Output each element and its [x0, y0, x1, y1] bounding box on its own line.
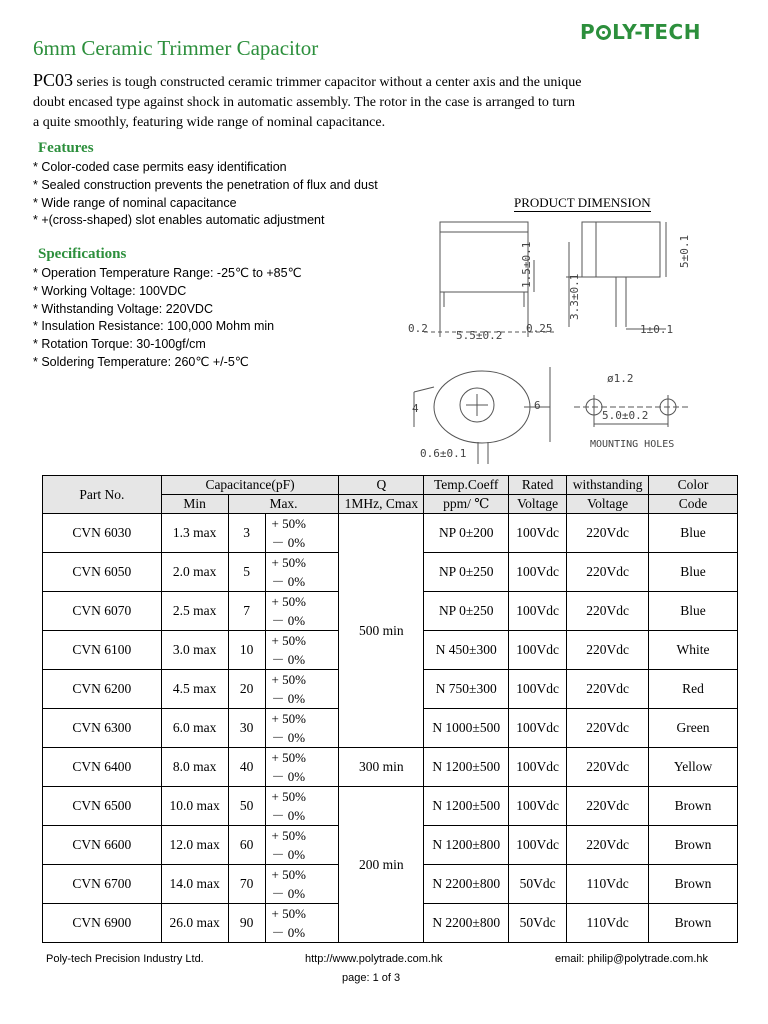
- cell-color-code: Brown: [649, 865, 738, 904]
- cell-tolerance: [265, 826, 339, 865]
- tolerance-minus: － 0%: [271, 535, 306, 550]
- tolerance-minus: － 0%: [271, 730, 306, 745]
- cell-temp-coeff: N 1000±500: [424, 709, 509, 748]
- dim-label: ø1.2: [607, 372, 634, 385]
- cell-part-no: CVN 6900: [43, 904, 162, 943]
- spec-item: * Withstanding Voltage: 220VDC: [33, 301, 213, 316]
- feature-item: * Color-coded case permits easy identification: [33, 160, 287, 174]
- cell-temp-coeff: N 2200±800: [424, 904, 509, 943]
- cell-max: 60: [228, 826, 265, 865]
- cell-withstanding-voltage: 220Vdc: [567, 553, 649, 592]
- series-name: PC03: [33, 70, 74, 90]
- spec-item: * Insulation Resistance: 100,000 Mohm min: [33, 319, 275, 334]
- intro-paragraph: [33, 70, 653, 133]
- cell-q: 500 min: [339, 514, 424, 748]
- cell-withstanding-voltage: 220Vdc: [567, 670, 649, 709]
- col-header-part-no: Part No.: [43, 476, 162, 514]
- tolerance-minus: － 0%: [271, 808, 306, 823]
- feature-item: * +(cross-shaped) slot enables automatic adjustment: [33, 213, 325, 228]
- tolerance-plus: + 50%: [271, 555, 306, 570]
- col-header-rated-sub: Voltage: [509, 495, 567, 514]
- cell-tolerance: [265, 670, 339, 709]
- cell-withstanding-voltage: 220Vdc: [567, 748, 649, 787]
- cell-rated-voltage: 100Vdc: [509, 787, 567, 826]
- cell-temp-coeff: N 1200±500: [424, 748, 509, 787]
- features-list: [33, 159, 378, 230]
- tolerance-plus: + 50%: [271, 711, 306, 726]
- cell-tolerance: [265, 631, 339, 670]
- dim-label: 4: [412, 402, 419, 415]
- col-header-color-sub: Code: [649, 495, 738, 514]
- cell-withstanding-voltage: 110Vdc: [567, 865, 649, 904]
- spec-item: * Working Voltage: 100VDC: [33, 283, 187, 298]
- tolerance-plus: + 50%: [271, 789, 306, 804]
- cell-color-code: Red: [649, 670, 738, 709]
- cell-withstanding-voltage: 110Vdc: [567, 904, 649, 943]
- cell-color-code: Blue: [649, 553, 738, 592]
- col-header-withstanding-sub: Voltage: [567, 495, 649, 514]
- cell-min: 8.0 max: [161, 748, 228, 787]
- cell-rated-voltage: 100Vdc: [509, 748, 567, 787]
- cell-max: 90: [228, 904, 265, 943]
- logo-text-rest: LY-TECH: [612, 20, 701, 44]
- mounting-holes-label: MOUNTING HOLES: [590, 439, 675, 450]
- spec-item: * Rotation Torque: 30-100gf/cm: [33, 337, 206, 352]
- page-title: 6mm Ceramic Trimmer Capacitor: [33, 36, 319, 60]
- cell-color-code: Brown: [649, 787, 738, 826]
- tolerance-minus: － 0%: [271, 652, 306, 667]
- cell-rated-voltage: 100Vdc: [509, 709, 567, 748]
- col-header-withstanding: withstanding: [567, 476, 649, 495]
- cell-temp-coeff: N 1200±800: [424, 826, 509, 865]
- tolerance-minus: － 0%: [271, 613, 306, 628]
- product-dimension-title: PRODUCT DIMENSION: [514, 195, 651, 210]
- intro-line-1: series is tough constructed ceramic trimmer capacitor without a center axis and the unique: [73, 75, 582, 90]
- cell-min: 1.3 max: [161, 514, 228, 553]
- cell-max: 3: [228, 514, 265, 553]
- tolerance-plus: + 50%: [271, 594, 306, 609]
- cell-min: 6.0 max: [161, 709, 228, 748]
- cell-color-code: Blue: [649, 592, 738, 631]
- cell-rated-voltage: 100Vdc: [509, 592, 567, 631]
- cell-min: 14.0 max: [161, 865, 228, 904]
- cell-part-no: CVN 6300: [43, 709, 162, 748]
- tolerance-plus: + 50%: [271, 672, 306, 687]
- tolerance-minus: － 0%: [271, 925, 306, 940]
- cell-max: 20: [228, 670, 265, 709]
- side-view-body: [582, 222, 660, 277]
- cell-part-no: CVN 6050: [43, 553, 162, 592]
- cell-q: 300 min: [339, 748, 424, 787]
- cell-min: 12.0 max: [161, 826, 228, 865]
- col-header-capacitance: Capacitance(pF): [161, 476, 339, 495]
- cell-tolerance: [265, 709, 339, 748]
- table-header-row: [43, 476, 738, 495]
- cell-min: 4.5 max: [161, 670, 228, 709]
- specifications-list: [33, 265, 302, 372]
- cell-withstanding-voltage: 220Vdc: [567, 826, 649, 865]
- cell-tolerance: [265, 865, 339, 904]
- cell-part-no: CVN 6400: [43, 748, 162, 787]
- company-logo: [580, 20, 701, 44]
- dim-label: 5.0±0.2: [602, 409, 649, 422]
- footer-company: Poly-tech Precision Industry Ltd.: [46, 953, 204, 965]
- feature-item: * Sealed construction prevents the penetration of flux and dust: [33, 177, 378, 192]
- dim-label: 0.6±0.1: [420, 447, 467, 460]
- cell-tolerance: [265, 514, 339, 553]
- cell-max: 40: [228, 748, 265, 787]
- dim-label: 1±0.1: [640, 323, 674, 336]
- col-header-temp-sub: ppm/ ℃: [424, 495, 509, 514]
- tolerance-plus: + 50%: [271, 828, 306, 843]
- dim-label: 6: [534, 399, 541, 412]
- cell-withstanding-voltage: 220Vdc: [567, 709, 649, 748]
- cell-min: 2.5 max: [161, 592, 228, 631]
- col-header-color: Color: [649, 476, 738, 495]
- cell-temp-coeff: N 450±300: [424, 631, 509, 670]
- tolerance-plus: + 50%: [271, 516, 306, 531]
- dim-label: 5±0.1: [678, 234, 691, 268]
- features-heading: Features: [38, 140, 94, 156]
- cell-rated-voltage: 100Vdc: [509, 826, 567, 865]
- logo-text-p: P: [580, 20, 596, 44]
- top-view-body: [434, 371, 530, 443]
- cell-max: 70: [228, 865, 265, 904]
- cell-color-code: Green: [649, 709, 738, 748]
- cell-max: 5: [228, 553, 265, 592]
- cell-temp-coeff: N 750±300: [424, 670, 509, 709]
- cell-rated-voltage: 100Vdc: [509, 514, 567, 553]
- cell-q: 200 min: [339, 787, 424, 943]
- intro-line-3: a quite smoothly, featuring wide range of nominal capacitance.: [33, 115, 386, 130]
- tolerance-minus: － 0%: [271, 691, 306, 706]
- cell-rated-voltage: 100Vdc: [509, 670, 567, 709]
- dim-label: 3.3±0.1: [568, 273, 581, 320]
- cell-temp-coeff: NP 0±250: [424, 592, 509, 631]
- cell-max: 30: [228, 709, 265, 748]
- cell-min: 10.0 max: [161, 787, 228, 826]
- cell-part-no: CVN 6100: [43, 631, 162, 670]
- tolerance-plus: + 50%: [271, 750, 306, 765]
- spec-item: * Operation Temperature Range: -25℃ to +85℃: [33, 266, 302, 280]
- cell-color-code: White: [649, 631, 738, 670]
- tolerance-plus: + 50%: [271, 906, 306, 921]
- tolerance-plus: + 50%: [271, 867, 306, 882]
- spec-item: * Soldering Temperature: 260℃ +/-5℃: [33, 354, 249, 369]
- cell-color-code: Brown: [649, 826, 738, 865]
- cell-max: 7: [228, 592, 265, 631]
- footer-email[interactable]: email: philip@polytrade.com.hk: [555, 953, 709, 965]
- cell-withstanding-voltage: 220Vdc: [567, 514, 649, 553]
- cell-part-no: CVN 6200: [43, 670, 162, 709]
- cell-tolerance: [265, 787, 339, 826]
- col-header-rated: Rated: [509, 476, 567, 495]
- spec-table: [42, 475, 738, 943]
- cell-tolerance: [265, 748, 339, 787]
- cell-rated-voltage: 50Vdc: [509, 865, 567, 904]
- cell-rated-voltage: 50Vdc: [509, 904, 567, 943]
- intro-line-2: doubt encased type against shock in automatic assembly. The rotor in the case is arranged to turn: [33, 95, 575, 110]
- dim-label: 0.2: [408, 322, 428, 335]
- col-header-q: Q: [339, 476, 424, 495]
- cell-part-no: CVN 6070: [43, 592, 162, 631]
- cell-color-code: Brown: [649, 904, 738, 943]
- cell-temp-coeff: N 1200±500: [424, 787, 509, 826]
- cell-color-code: Blue: [649, 514, 738, 553]
- cell-temp-coeff: NP 0±250: [424, 553, 509, 592]
- cell-rated-voltage: 100Vdc: [509, 553, 567, 592]
- cell-color-code: Yellow: [649, 748, 738, 787]
- footer-page-number: page: 1 of 3: [342, 972, 401, 984]
- footer-url[interactable]: http://www.polytrade.com.hk: [305, 953, 443, 965]
- col-header-max: Max.: [228, 495, 339, 514]
- specifications-heading: Specifications: [38, 246, 127, 262]
- cell-part-no: CVN 6700: [43, 865, 162, 904]
- dim-label: 1.5±0.1: [520, 241, 533, 288]
- col-header-q-sub: 1MHz, Cmax: [339, 495, 424, 514]
- cell-min: 26.0 max: [161, 904, 228, 943]
- cell-withstanding-voltage: 220Vdc: [567, 631, 649, 670]
- logo-ring-icon: [596, 25, 611, 40]
- cell-max: 50: [228, 787, 265, 826]
- cell-part-no: CVN 6030: [43, 514, 162, 553]
- tolerance-minus: － 0%: [271, 769, 306, 784]
- cell-tolerance: [265, 553, 339, 592]
- tolerance-minus: － 0%: [271, 574, 306, 589]
- cell-rated-voltage: 100Vdc: [509, 631, 567, 670]
- feature-item: * Wide range of nominal capacitance: [33, 195, 237, 210]
- cell-temp-coeff: N 2200±800: [424, 865, 509, 904]
- cell-part-no: CVN 6600: [43, 826, 162, 865]
- cell-min: 2.0 max: [161, 553, 228, 592]
- cell-part-no: CVN 6500: [43, 787, 162, 826]
- cell-withstanding-voltage: 220Vdc: [567, 592, 649, 631]
- dim-label: 0.25: [526, 322, 553, 335]
- col-header-temp: Temp.Coeff: [424, 476, 509, 495]
- tolerance-minus: － 0%: [271, 886, 306, 901]
- cell-temp-coeff: NP 0±200: [424, 514, 509, 553]
- tolerance-minus: － 0%: [271, 847, 306, 862]
- cell-min: 3.0 max: [161, 631, 228, 670]
- cell-max: 10: [228, 631, 265, 670]
- product-dimension-drawing: [404, 212, 704, 467]
- cell-tolerance: [265, 592, 339, 631]
- cell-withstanding-voltage: 220Vdc: [567, 787, 649, 826]
- cell-tolerance: [265, 904, 339, 943]
- dim-label: 5.5±0.2: [456, 329, 503, 342]
- col-header-min: Min: [161, 495, 228, 514]
- tolerance-plus: + 50%: [271, 633, 306, 648]
